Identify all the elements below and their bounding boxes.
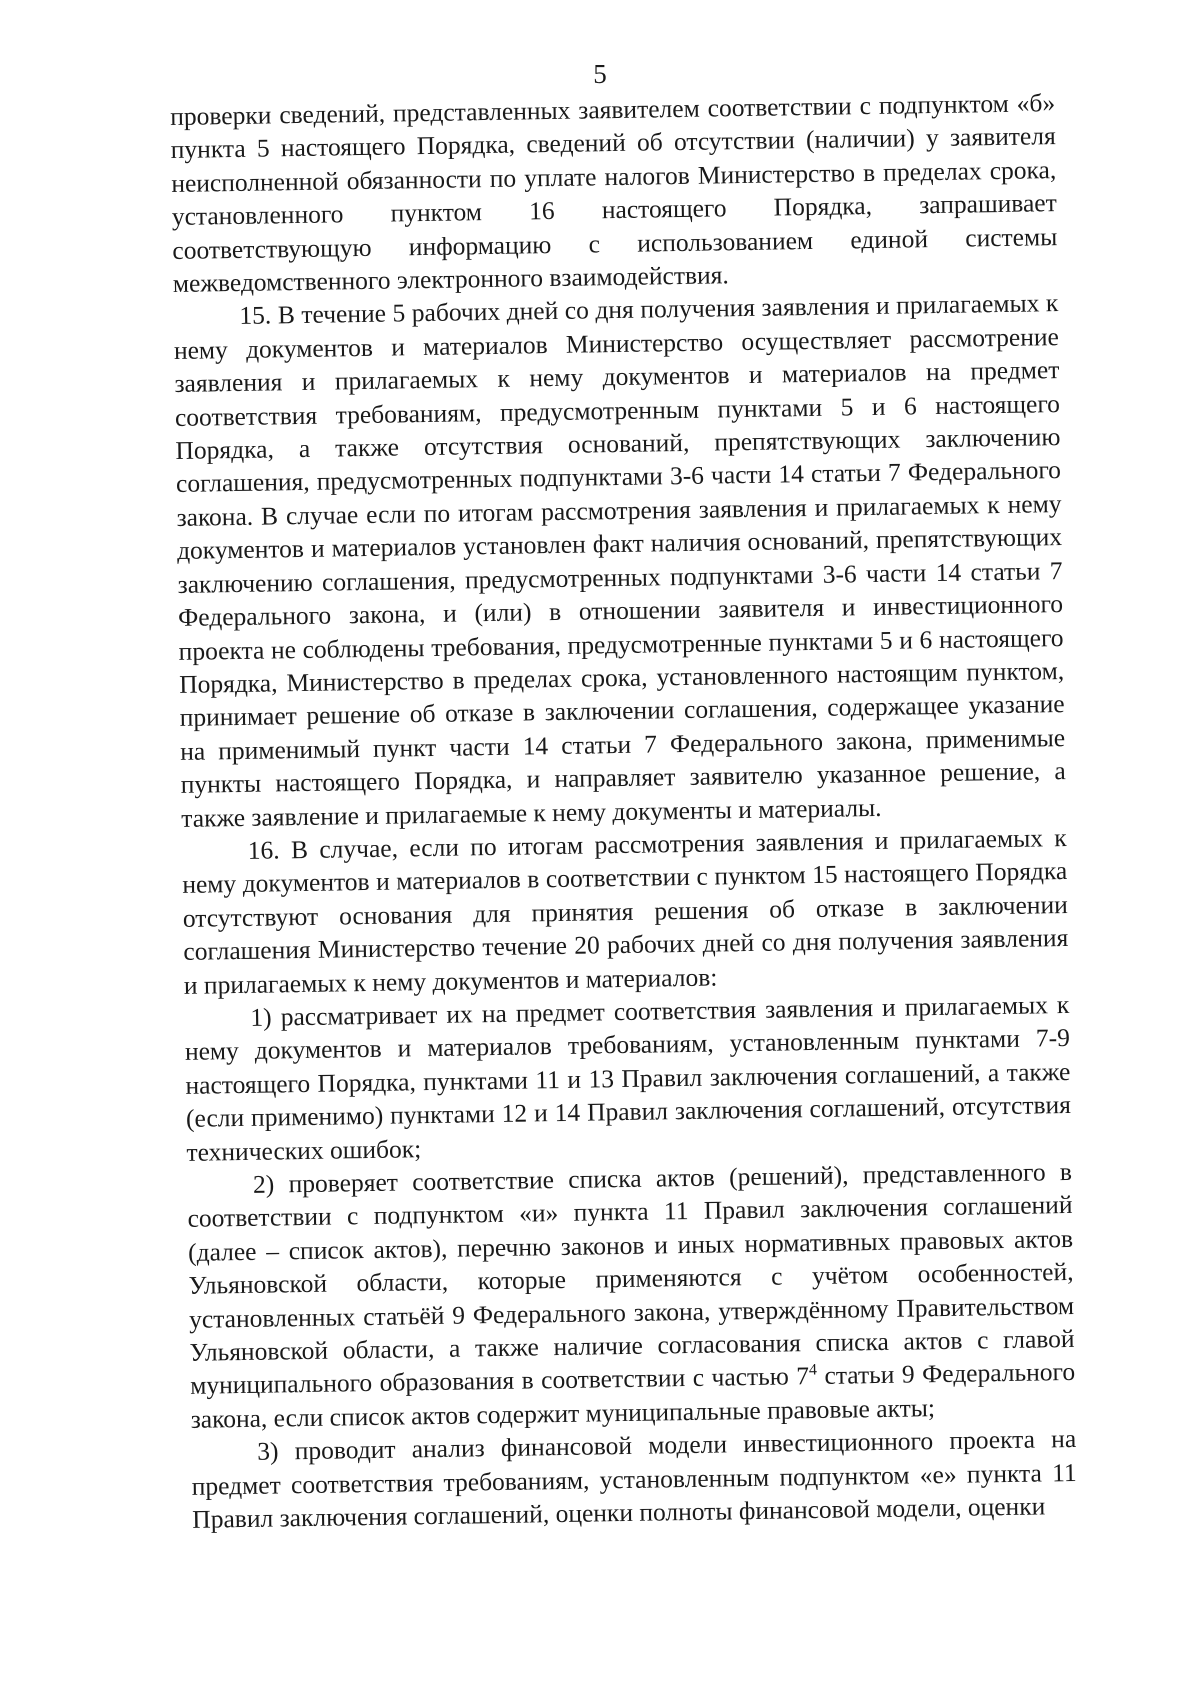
- page-number: 5: [593, 59, 607, 89]
- document-body: [170, 86, 1077, 1536]
- paragraph-16-item-2: [187, 1155, 1076, 1436]
- paragraph-continuation: проверки сведений, представленных заявителем соответствии с подпунктом «б» пункта 5 настоящего Порядка, сведений об отсутствии (наличии) у заявителя неисполненной обязанности по уплате налогов Министерство в пределах срока, установленного пунктом 16 настоящего Порядка, запрашивает соответствующую информацию с использованием единой системы межведомственного электронного взаимодействия.: [170, 88, 1058, 299]
- paragraph-15: 15. В течение 5 рабочих дней со дня получения заявления и прилагаемых к нему документов и материалов Министерство осуществляет рассмотрение заявления и прилагаемых к нему документов и материалов на предмет соответствия требованиям, предусмотренным пунктами 5 и 6 настоящего Порядка, а также отсутствия оснований, препятствующих заключению соглашения, предусмотренных подпунктами 3-6 части 14 статьи 7 Федерального закона. В случае если по итогам рассмотрения заявления и прилагаемых к нему документов и материалов установлен факт наличия оснований, препятствующих заключению соглашения, предусмотренных подпунктами 3-6 части 14 статьи 7 Федерального закона, и (или) в отношении заявителя и инвестиционного проекта не соблюдены требования, предусмотренные пунктами 5 и 6 настоящего Порядка, Министерство в пределах срока, установленного настоящим пунктом, принимает решение об отказе в заключении соглашения, содержащее указание на применимый пункт части 14 статьи 7 Федерального закона, применимые пункты настоящего Порядка, и направляет заявителю указанное решение, а также заявление и прилагаемые к нему документы и материалы.: [173, 288, 1066, 833]
- paragraph-16-item-2-text-after: статьи 9 Федерального закона, если список актов содержит муниципальные правовые акты;: [190, 1357, 1076, 1434]
- part-number-superscript: 4: [808, 1361, 818, 1380]
- paragraph-16: 16. В случае, если по итогам рассмотрения заявления и прилагаемых к нему документов и материалов в соответствии с пунктом 15 настоящего Порядка отсутствуют основания для принятия решения об отказе в заключении соглашения Министерство течение 20 рабочих дней со дня получения заявления и прилагаемых к нему документов и материалов:: [182, 822, 1069, 1000]
- paragraph-16-item-2-text-before: 2) проверяет соответствие списка актов (решений), представленного в соответствии с подпунктом «и» пункта 11 Правил заключения соглашений (далее – список актов), перечню законов и иных нормативных правовых актов Ульяновской области, которые применяются с учётом особенностей, установленных статьёй 9 Федерального закона, утверждённому Правительством Ульяновской области, а также наличие согласования списка актов с главой муниципального образования в соответствии с частью 7: [187, 1156, 1075, 1401]
- paragraph-16-item-3: 3) проводит анализ финансовой модели инвестиционного проекта на предмет соответствия требованиям, установленным подпунктом «е» пункта 11 Правил заключения соглашений, оценки полноты финансовой модели, оценки: [191, 1424, 1077, 1534]
- paragraph-16-item-1: 1) рассматривает их на предмет соответствия заявления и прилагаемых к нему документов и материалов требованиям, установленным пунктами 7-9 настоящего Порядка, пунктами 11 и 13 Правил заключения соглашений, а также (если применимо) пунктами 12 и 14 Правил заключения соглашений, отсутствия технических ошибок;: [184, 989, 1072, 1167]
